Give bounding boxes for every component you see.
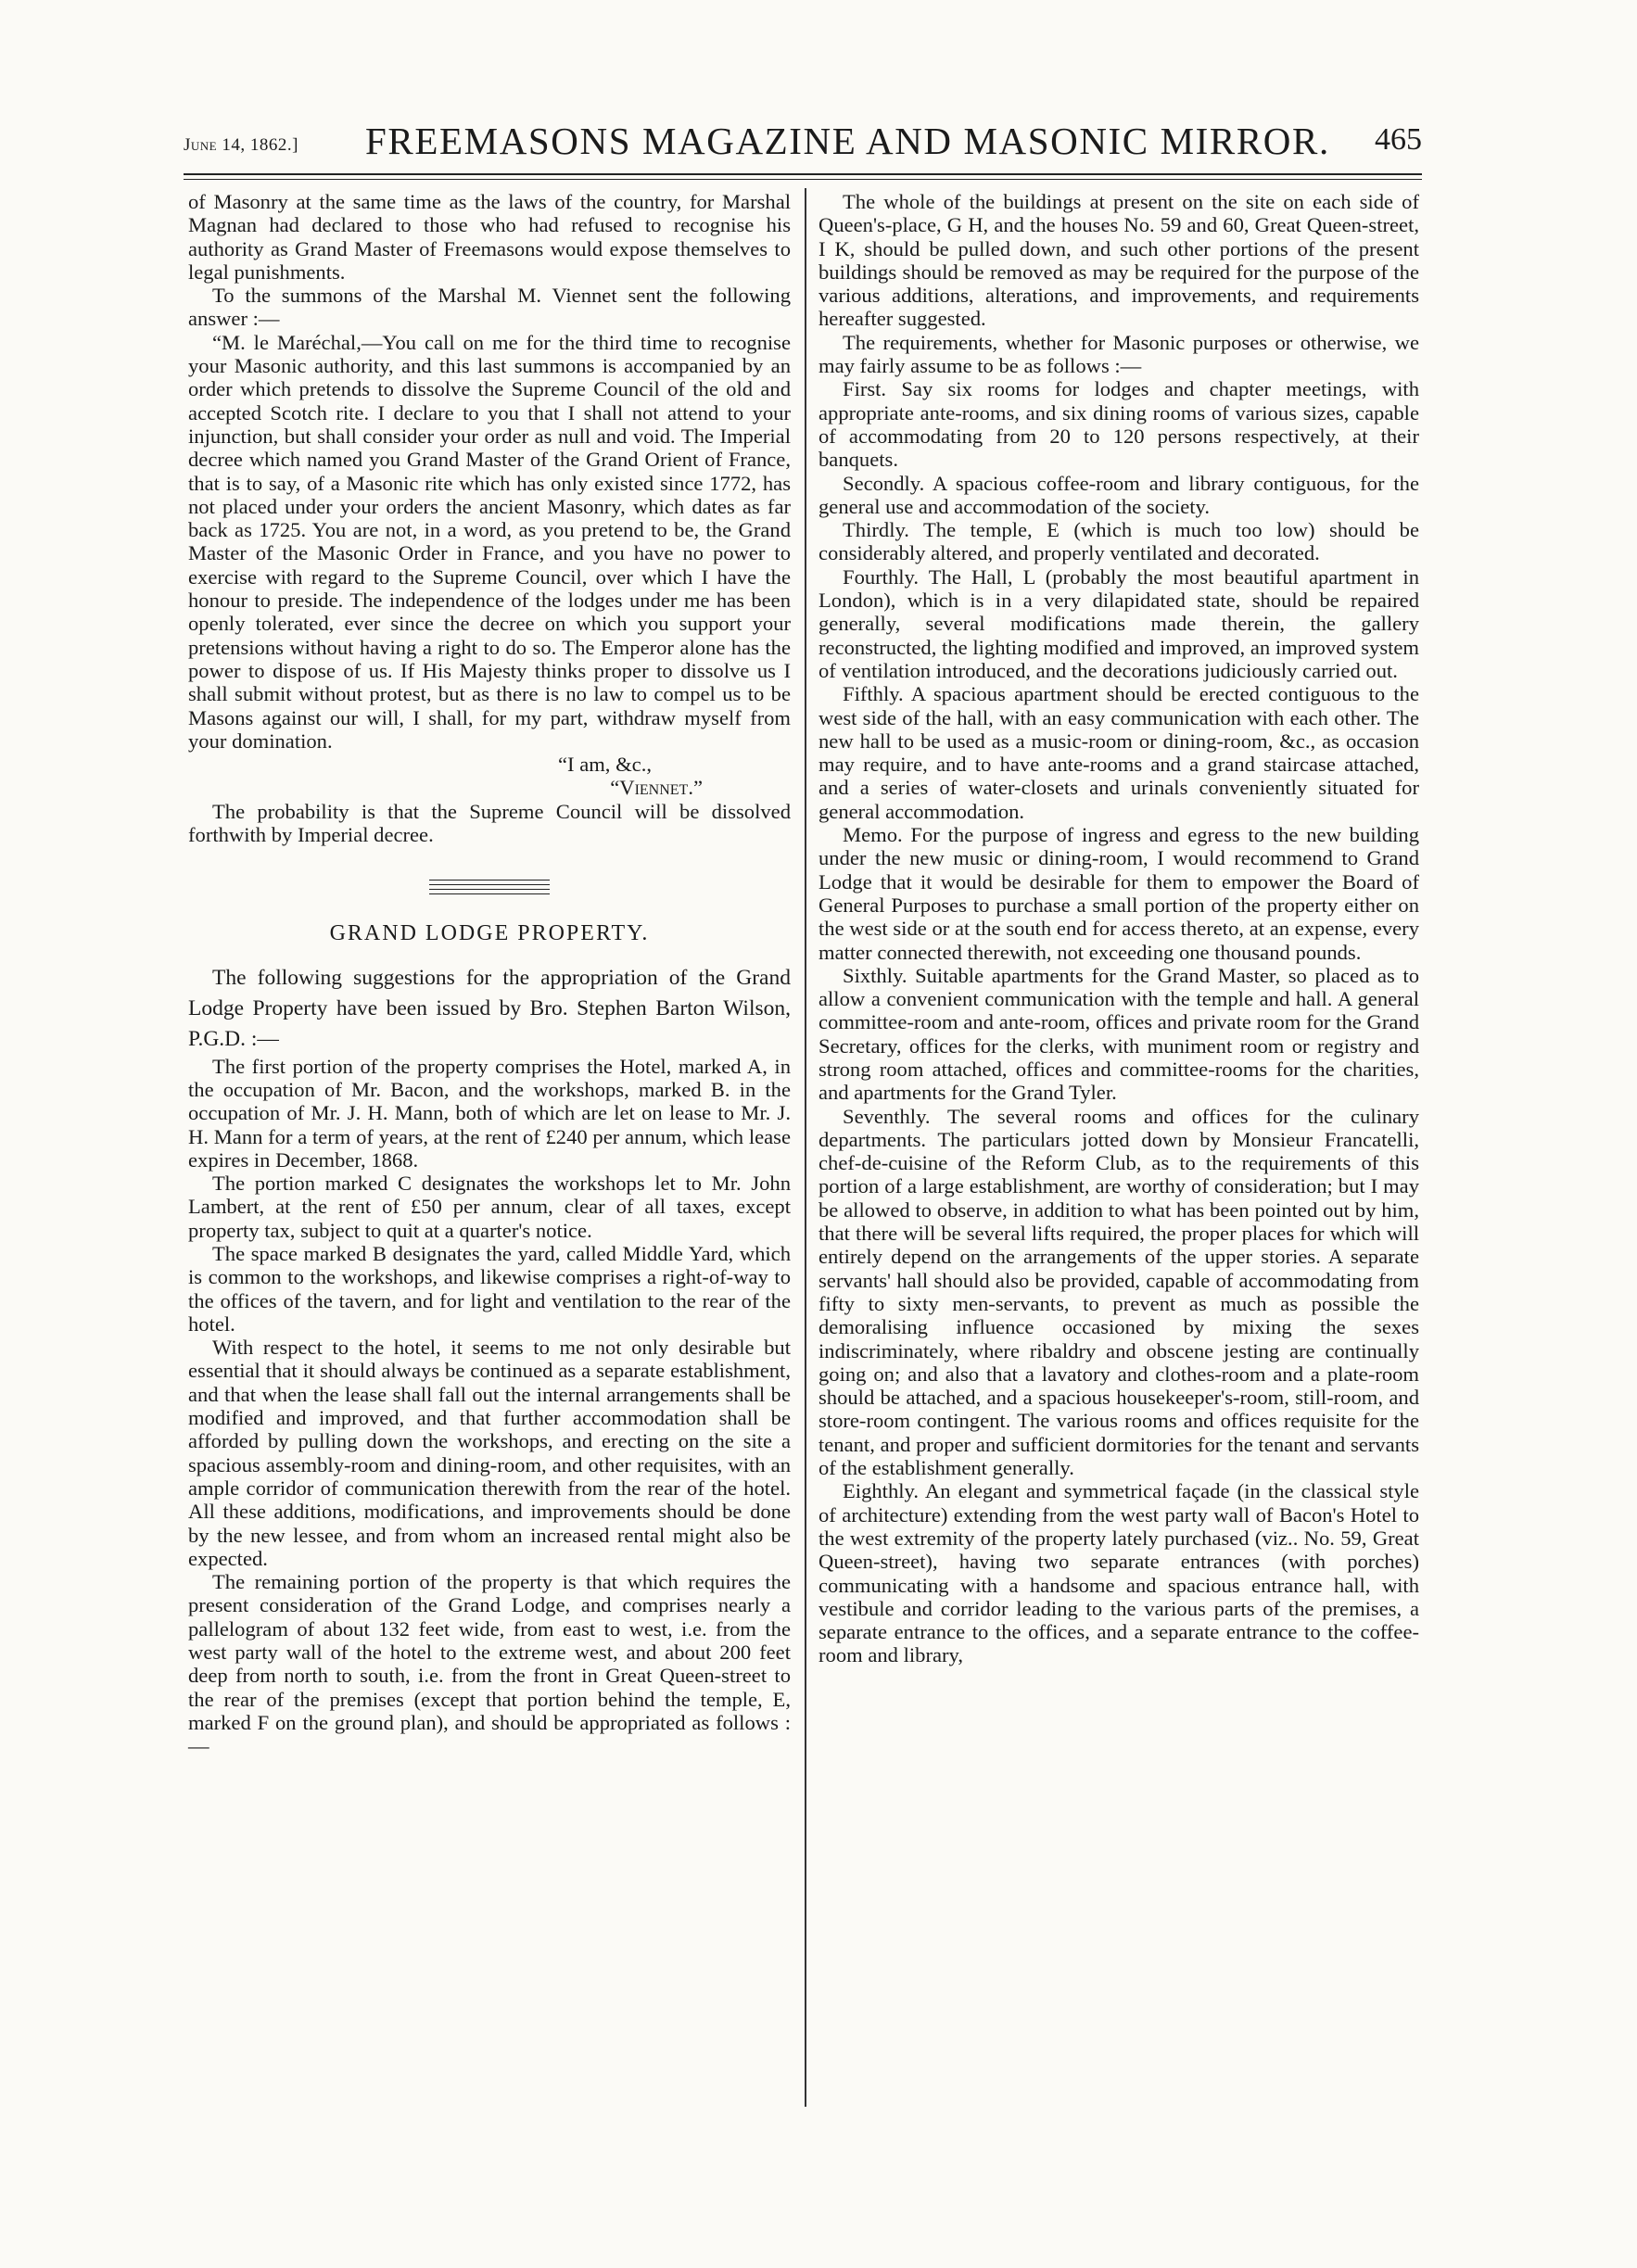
paragraph: of Masonry at the same time as the laws of the country, for Marshal Magnan had declared to those who had refused to recognise his authority as Grand Master of Freemasons would expose themselves to legal punishments.: [188, 190, 791, 284]
paragraph: Fifthly. A spacious apartment should be erected contiguous to the west side of the hall, with an easy communication with each other. The new hall to be used as a music-room or dining-room, &c., as occasion may require, and to have ante-rooms and a grand staircase attached, and a series of water-closets and urinals conveniently situated for general accommodation.: [818, 682, 1419, 823]
letter-signature: “Viennet.”: [610, 776, 703, 800]
paragraph: Secondly. A spacious coffee-room and library contiguous, for the general use and accommodation of the society.: [818, 471, 1419, 518]
section-intro: The following suggestions for the appropriation of the Grand Lodge Property have been issued by Bro. Stephen Barton Wilson, P.G.D. :—: [188, 965, 791, 1051]
paragraph: Sixthly. Suitable apartments for the Grand Master, so placed as to allow a convenient communication with the temple and hall. A general committee-room and ante-room, offices and private room for the Grand Secretary, offices for the clerks, with muniment room or registry and strong room attached, offices and committee-rooms for the charities, and apartments for the Grand Tyler.: [818, 963, 1419, 1105]
paragraph: Seventhly. The several rooms and offices for the culinary departments. The particulars jotted down by Monsieur Francatelli, chef-de-cuisine of the Reform Club, as to the requirements of this portion of a large establishment, are worthy of consideration; but I may be allowed to observe, in addition to what has been pointed out by him, that there will be several lifts required, the proper places for which will entirely depend on the arrangements of the upper stories. A separate servants' hall should also be provided, capable of accommodating from fifty to sixty men-servants, to prevent as much as possible the demoralising influence occasioned by mixing the sexes indiscriminately, where ribaldry and obscene jesting are continually going on; and also that a lavatory and clothes-room and a plate-room should be attached, and a spacious housekeeper's-room, still-room, and store-room contingent. The various rooms and offices requisite for the tenant, and proper and sufficient dormitories for the tenant and servants of the establishment generally.: [818, 1104, 1419, 1480]
letter-closing: “I am, &c.,: [558, 753, 652, 777]
section-separator: [429, 880, 550, 894]
issue-date: June 14, 1862.]: [184, 135, 298, 155]
header-rule-thin: [184, 179, 1422, 180]
paragraph: Thirdly. The temple, E (which is much too low) should be considerably altered, and properly ventilated and decorated.: [818, 518, 1419, 565]
magazine-title: FREEMASONS MAGAZINE AND MASONIC MIRROR.: [365, 120, 1330, 162]
paragraph: Memo. For the purpose of ingress and egress to the new building under the new music or dining-room, I would recommend to Grand Lodge that it would be desirable for them to empower the Board of General Purposes to purchase a small portion of the property either on the west side or at the south end for access thereto, at an expense, every matter connected therewith, not exceeding one thousand pounds.: [818, 823, 1419, 964]
page-number: 465: [1375, 122, 1422, 157]
paragraph: The whole of the buildings at present on the site on each side of Queen's-place, G H, and the houses No. 59 and 60, Great Queen-street, I K, should be pulled down, and such other portions of the present buildings should be removed as may be required for the purpose of the various additions, alterations, and improvements, and requirements hereafter suggested.: [818, 190, 1419, 331]
paragraph: To the summons of the Marshal M. Viennet sent the following answer :—: [188, 284, 791, 331]
paragraph: Fourthly. The Hall, L (probably the most beautiful apartment in London), which is in a very dilapidated state, should be repaired generally, several modifications made therein, the gallery reconstructed, the lighting modified and improved, an improved system of ventilation introduced, and the decorations judiciously carried out.: [818, 564, 1419, 682]
paragraph: The remaining portion of the property is that which requires the present consideration of the Grand Lodge, and comprises nearly a pallelogram of about 132 feet wide, from east to west, i.e. from the west party wall of the hotel to the extreme west, and about 200 feet deep from north to south, i.e. from the front in Great Queen-street to the rear of the premises (except that portion behind the temple, E, marked F on the ground plan), and should be appropriated as follows :—: [188, 1570, 791, 1758]
paragraph: The requirements, whether for Masonic purposes or otherwise, we may fairly assume to be as follows :—: [818, 330, 1419, 378]
section-title: GRAND LODGE PROPERTY.: [329, 921, 650, 946]
column-divider: [805, 188, 806, 2107]
paragraph: The space marked B designates the yard, called Middle Yard, which is common to the workshops, and likewise comprises a right-of-way to the offices of the tavern, and for light and ventilation to the rear of the hotel.: [188, 1241, 791, 1336]
paragraph: Eighthly. An elegant and symmetrical façade (in the classical style of architecture) extending from the west party wall of Bacon's Hotel to the west extremity of the property lately purchased (viz.. No. 59, Great Queen-street), having two separate entrances (with porches) communicating with a handsome and spacious entrance hall, with vestibule and corridor leading to the various parts of the premises, a separate entrance to the offices, and a separate entrance to the coffee-room and library,: [818, 1479, 1419, 1667]
viennet-letter: “M. le Maréchal,—You call on me for the third time to recognise your Masonic authority, and this last summons is accompanied by an order which pretends to dissolve the Supreme Council of the old and accepted Scotch rite. I declare to you that I shall not attend to your injunction, but shall consider your order as null and void. The Imperial decree which named you Grand Master of the Grand Orient of France, that is to say, of a Masonic rite which has only existed since 1772, has not placed under your orders the ancient Masonry, which dates as far back as 1725. You are not, in a word, as you pretend to be, the Grand Master of the Masonic Order in France, and you have no power to exercise with regard to the Supreme Council, over which I have the honour to preside. The independence of the lodges under me has been openly tolerated, ever since the decree on which you support your pretensions without having a right to do so. The Emperor alone has the power to dispose of us. If His Majesty thinks proper to dissolve us I shall submit without protest, but as there is no law to compel us to be Masons against our will, I shall, for my part, withdraw myself from your domination.: [188, 330, 791, 753]
running-header: [184, 119, 1422, 165]
paragraph: With respect to the hotel, it seems to me not only desirable but essential that it should always be continued as a separate establishment, and that when the lease shall fall out the internal arrangements shall be modified and improved, and that further accommodation shall be afforded by pulling down the workshops, and erecting on the site a spacious assembly-room and dining-room, and other requisites, with an ample corridor of communication therewith from the rear of the hotel. All these additions, modifications, and improvements should be done by the new lessee, and from whom an increased rental might also be expected.: [188, 1336, 791, 1570]
paragraph: The first portion of the property comprises the Hotel, marked A, in the occupation of Mr. Bacon, and the workshops, marked B. in the occupation of Mr. J. H. Mann, both of which are let on lease to Mr. J. H. Mann for a term of years, at the rent of £240 per annum, which lease expires in December, 1868.: [188, 1054, 791, 1172]
paragraph: The portion marked C designates the workshops let to Mr. John Lambert, at the rent of £50 per annum, clear of all taxes, except property tax, subject to quit at a quarter's notice.: [188, 1172, 791, 1242]
paragraph: First. Say six rooms for lodges and chapter meetings, with appropriate ante-rooms, and six dining rooms of various sizes, capable of accommodating from 20 to 120 persons respectively, at their banquets.: [818, 377, 1419, 472]
left-column: [188, 190, 791, 1758]
right-column: [818, 190, 1419, 1667]
paragraph: The probability is that the Supreme Council will be dissolved forthwith by Imperial decree.: [188, 799, 791, 847]
header-rule-thick: [184, 173, 1422, 175]
